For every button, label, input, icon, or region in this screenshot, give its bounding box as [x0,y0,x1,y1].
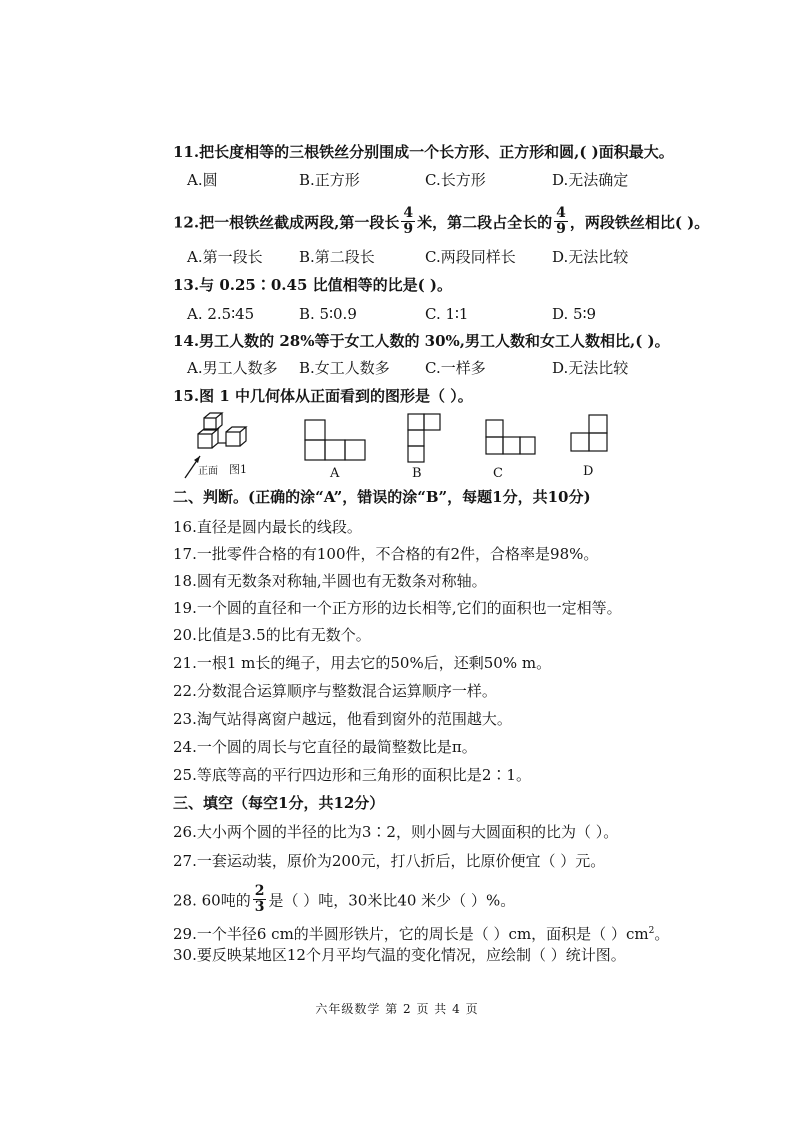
fraction-numerator: 4 [403,205,414,221]
question-15-stem: 15.图 1 中几何体从正面看到的图形是（ ）。 [173,387,473,405]
question-14-option-a: A.男工人数多 [187,359,278,377]
question-14-stem: 14.男工人数的 28%等于女工人数的 30%,男工人数和女工人数相比,( )。 [173,332,670,350]
question-12-text-2: 米，第二段占全长的 [417,213,553,232]
question-14-option-d: D.无法比较 [552,359,629,377]
fill-item-30: 30.要反映某地区12个月平均气温的变化情况，应绘制（ ）统计图。 [173,946,626,964]
question-13-option-b: B. 5∶0.9 [299,305,357,323]
question-13-stem: 13.与 0.25∶0.45 比值相等的比是( )。 [173,276,453,294]
question-14-option-c: C.一样多 [425,359,486,377]
fill-item-28-text-1: 28. 60吨的 [173,891,251,910]
judgement-item-18: 18.圆有无数条对称轴,半圆也有无数条对称轴。 [173,572,487,590]
judgement-item-19: 19.一个圆的直径和一个正方形的边长相等,它们的面积也一定相等。 [173,599,622,617]
judgement-item-25: 25.等底等高的平行四边形和三角形的面积比是2∶1。 [173,766,531,784]
question-11-option-c: C.长方形 [425,171,486,189]
question-12-option-a: A.第一段长 [187,248,263,266]
judgement-item-21: 21.一根1 m长的绳子，用去它的50%后，还剩50% m。 [173,654,552,672]
fill-item-29-end: 。 [654,925,670,943]
judgement-item-17: 17.一批零件合格的有100件，不合格的有2件，合格率是98%。 [173,545,599,563]
fill-item-28 [173,883,516,917]
question-12-fraction-2 [554,206,568,237]
section-3-heading: 三、填空（每空1分，共12分） [173,794,385,812]
option-d-figure [568,414,610,456]
fraction-denominator: 3 [254,899,265,915]
figure-1-label: 图1 [229,463,247,476]
fraction-denominator: 9 [556,221,566,237]
fill-item-28-fraction [253,884,267,915]
judgement-item-20: 20.比值是3.5的比有无数个。 [173,626,371,644]
figure-1-cubes [182,408,262,458]
question-11-stem: 11.把长度相等的三根铁丝分别围成一个长方形、正方形和圆,( )面积最大。 [173,143,674,161]
option-a-label: A [330,466,340,481]
option-a-figure [304,419,366,461]
question-11-option-b: B.正方形 [299,171,360,189]
question-12-fraction-1 [401,206,415,237]
question-12-option-d: D.无法比较 [552,248,629,266]
page-footer: 六年级数学 第 2 页 共 4 页 [315,1002,479,1016]
fill-item-27: 27.一套运动装，原价为200元，打八折后，比原价便宜（ ）元。 [173,852,606,870]
fill-item-28-text-2: 是（ ）吨，30米比40 米少（ ）%。 [268,891,516,910]
fraction-numerator: 4 [556,205,566,221]
fill-item-29-text: 29.一个半径6 cm的半圆形铁片，它的周长是（ ）cm，面积是（ ）cm [173,925,649,943]
fill-item-29 [173,921,669,944]
question-12-option-b: B.第二段长 [299,248,375,266]
question-14-option-b: B.女工人数多 [299,359,390,377]
fraction-denominator: 9 [403,221,414,237]
option-c-figure [485,419,537,461]
judgement-item-23: 23.淘气站得离窗户越远，他看到窗外的范围越大。 [173,710,512,728]
judgement-item-22: 22.分数混合运算顺序与整数混合运算顺序一样。 [173,682,497,700]
option-c-label: C [493,466,503,481]
fill-item-26: 26.大小两个圆的半径的比为3∶2，则小圆与大圆面积的比为（ ）。 [173,823,619,841]
question-11-option-a: A.圆 [187,171,218,189]
option-b-figure [407,413,449,465]
judgement-item-16: 16.直径是圆内最长的线段。 [173,518,362,536]
fill-item-29-superscript: 2 [648,926,655,936]
question-12-stem [173,205,710,239]
fraction-numerator: 2 [254,883,265,899]
section-2-heading: 二、判断。(正确的涂“A”，错误的涂“B”，每题1分，共10分) [173,488,591,506]
front-view-label: 正面 [198,466,218,477]
question-12-option-c: C.两段同样长 [425,248,516,266]
question-11-option-d: D.无法确定 [552,171,629,189]
question-12-text-1: 12.把一根铁丝截成两段,第一段长 [173,213,400,232]
option-b-label: B [412,466,422,481]
option-d-label: D [583,464,594,479]
judgement-item-24: 24.一个圆的周长与它直径的最简整数比是π。 [173,738,477,756]
question-13-option-c: C. 1∶1 [425,305,469,323]
question-13-option-a: A. 2.5∶45 [187,305,255,323]
question-13-option-d: D. 5∶9 [552,305,597,323]
question-12-text-3: ，两段铁丝相比( )。 [569,213,710,232]
